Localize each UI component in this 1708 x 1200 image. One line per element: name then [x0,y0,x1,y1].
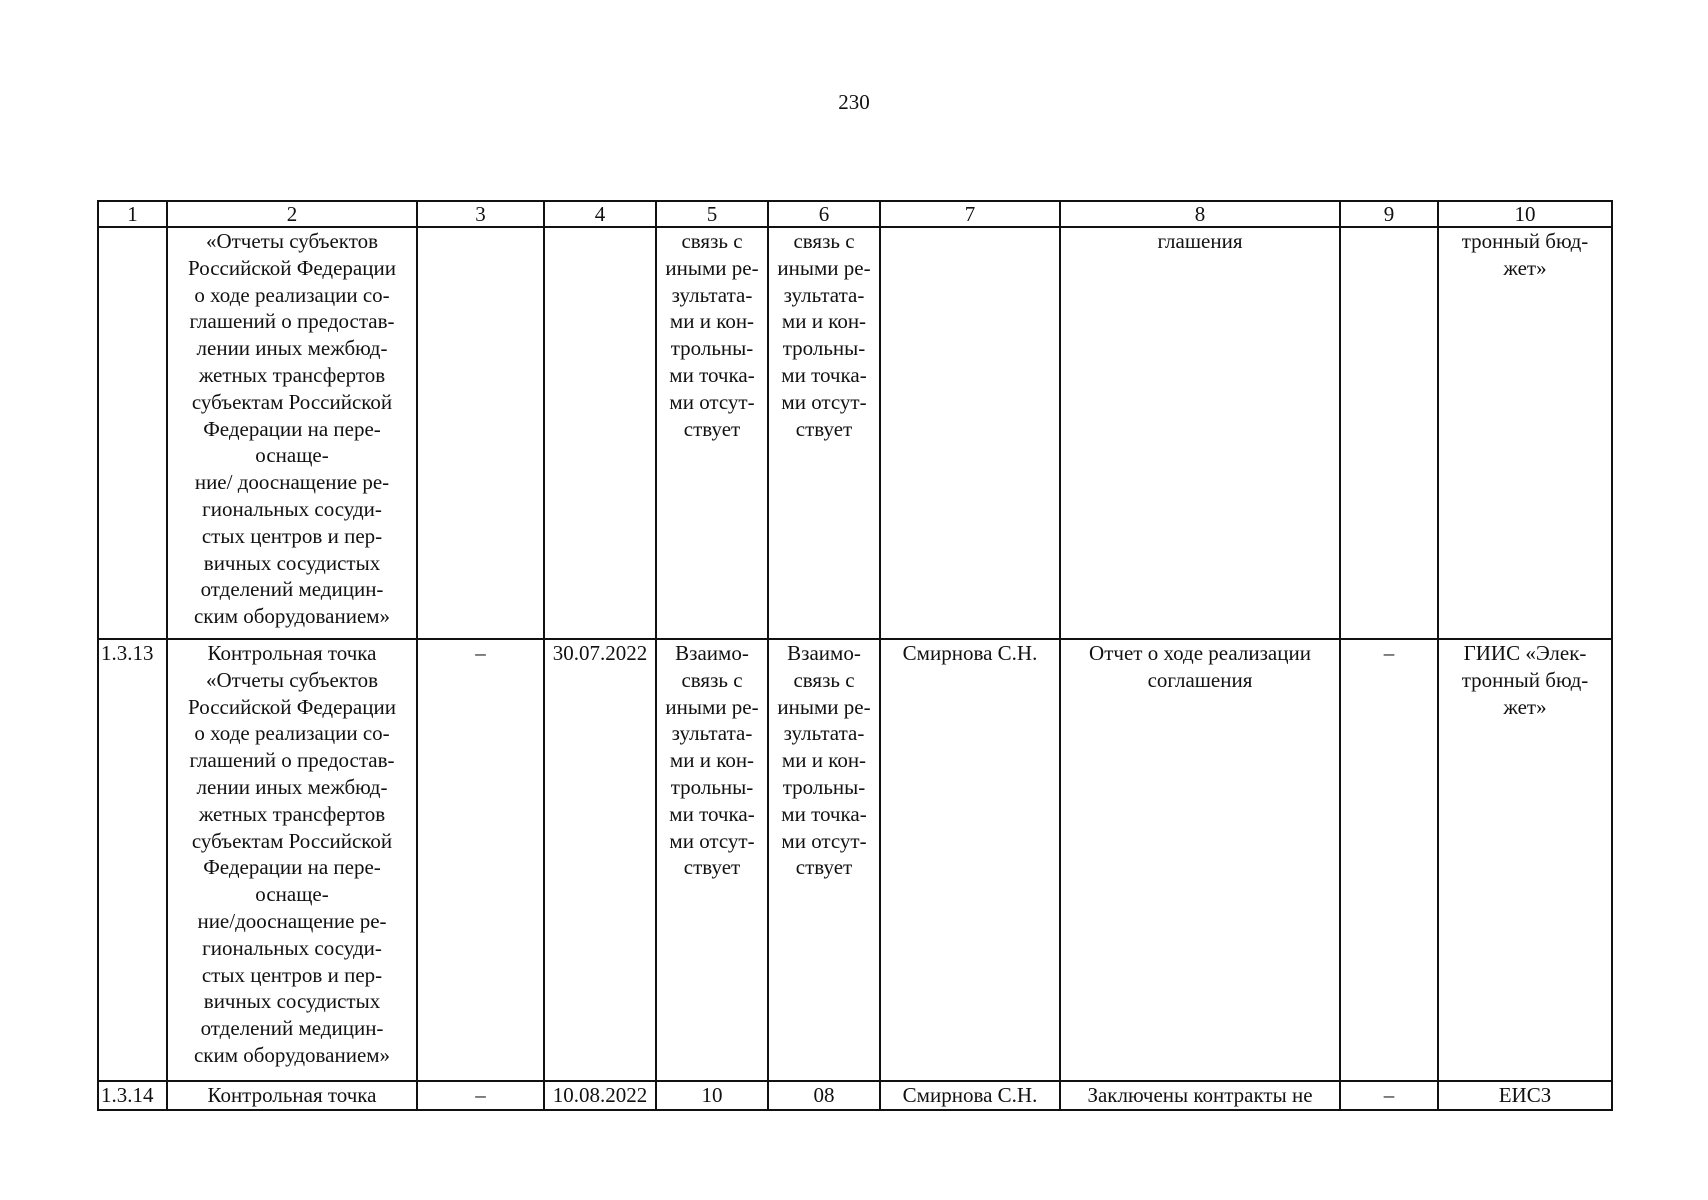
table-cell: тронный бюд- жет» [1438,227,1612,639]
column-header: 9 [1340,201,1438,227]
table-row [98,1081,1612,1110]
table-cell: глашения [1060,227,1340,639]
column-header: 5 [656,201,768,227]
table-cell [1340,227,1438,639]
table-cell: – [1340,1081,1438,1110]
table-cell: 08 [768,1081,880,1110]
table-cell [417,227,544,639]
row-number-cell: 1.3.14 [98,1081,167,1110]
row-name-cell: Контрольная точка «Отчеты субъектов Российской Федерации о ходе реализации со- глашений о предостав- лении иных межбюд- жетных трансфертов субъектам Российской Федерации на пере- оснаще- ние/дооснащение ре- гиональных сосуди- стых центров и пер- вичных сосудистых отделений медицин- ским оборудованием» [167,639,417,1081]
document-table [97,200,1613,1111]
column-header: 2 [167,201,417,227]
column-header: 6 [768,201,880,227]
table-cell [544,227,656,639]
table-cell: связь с иными ре- зультата- ми и кон- трольны- ми точка- ми отсут- ствует [656,227,768,639]
table-cell: – [1340,639,1438,1081]
table-cell: – [417,1081,544,1110]
table-cell [880,227,1060,639]
row-number-cell [98,227,167,639]
table-cell: Отчет о ходе реализации соглашения [1060,639,1340,1081]
table-cell: 10 [656,1081,768,1110]
table-row [98,227,1612,639]
table-cell: Взаимо- связь с иными ре- зультата- ми и кон- трольны- ми точка- ми отсут- ствует [656,639,768,1081]
table-cell: ЕИСЗ [1438,1081,1612,1110]
column-header: 7 [880,201,1060,227]
table-cell: Заключены контракты не [1060,1081,1340,1110]
table-cell: связь с иными ре- зультата- ми и кон- трольны- ми точка- ми отсут- ствует [768,227,880,639]
table-cell: 10.08.2022 [544,1081,656,1110]
row-name-cell: «Отчеты субъектов Российской Федерации о ходе реализации со- глашений о предостав- лении иных межбюд- жетных трансфертов субъектам Российской Федерации на пере- оснаще- ние/ дооснащение ре- гиональных сосуди- стых центров и пер- вичных сосудистых отделений медицин- ским оборудованием» [167,227,417,639]
column-header: 10 [1438,201,1612,227]
column-header: 3 [417,201,544,227]
row-number-cell: 1.3.13 [98,639,167,1081]
table-row [98,639,1612,1081]
table-cell: 30.07.2022 [544,639,656,1081]
table-cell: Смирнова С.Н. [880,639,1060,1081]
table-cell: Взаимо- связь с иными ре- зультата- ми и кон- трольны- ми точка- ми отсут- ствует [768,639,880,1081]
column-header: 4 [544,201,656,227]
row-name-cell: Контрольная точка [167,1081,417,1110]
page-number: 230 [838,90,870,114]
table-header-row [98,201,1612,227]
column-header: 1 [98,201,167,227]
table-cell: – [417,639,544,1081]
column-header: 8 [1060,201,1340,227]
table-cell: ГИИС «Элек- тронный бюд- жет» [1438,639,1612,1081]
table-cell: Смирнова С.Н. [880,1081,1060,1110]
